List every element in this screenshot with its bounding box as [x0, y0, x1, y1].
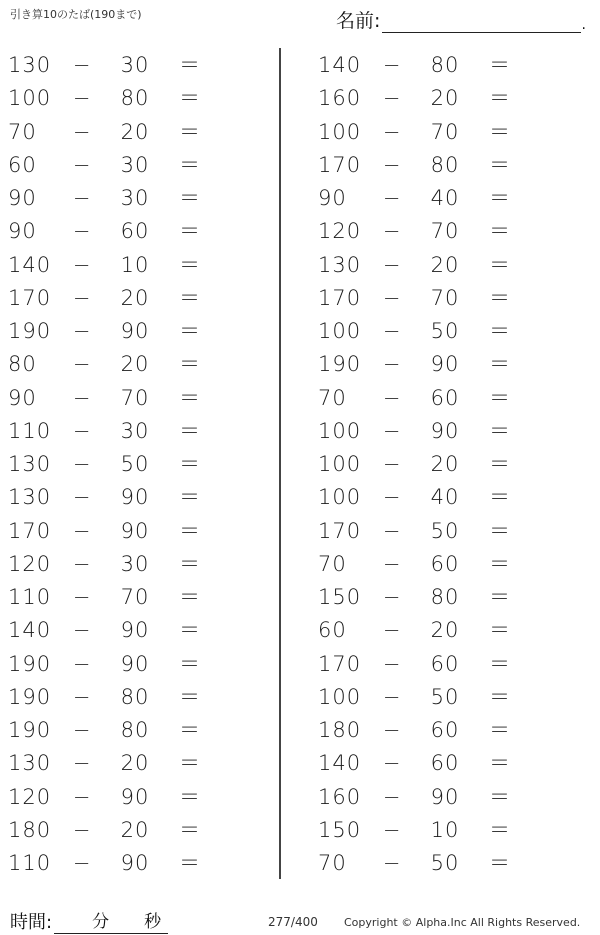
minus-sign: −	[72, 186, 92, 210]
minuend: 130	[8, 485, 52, 510]
minus-sign: −	[72, 651, 92, 676]
name-blank[interactable]	[382, 14, 580, 33]
subtrahend: 80	[120, 718, 150, 742]
minuend: 110	[8, 585, 52, 609]
minus-sign: −	[382, 252, 402, 277]
minuend: 140	[8, 618, 52, 643]
problem-row	[310, 814, 590, 847]
minuend: 170	[8, 518, 52, 543]
subtrahend: 20	[430, 252, 460, 277]
minus-sign: −	[382, 119, 402, 144]
problem-row	[0, 548, 280, 581]
equals-sign: ＝	[489, 219, 511, 244]
subtrahend: 10	[430, 817, 460, 842]
minus-sign: −	[72, 418, 92, 443]
equals-sign: ＝	[489, 651, 511, 676]
minuend: 190	[8, 651, 52, 676]
name-label: 名前:	[336, 10, 381, 32]
equals-sign: ＝	[179, 485, 201, 510]
minuend: 190	[8, 319, 52, 343]
minus-sign: −	[382, 352, 402, 377]
minus-sign: −	[382, 817, 402, 842]
minuend: 70	[318, 551, 347, 576]
minus-sign: −	[382, 186, 402, 210]
equals-sign: ＝	[489, 86, 511, 111]
minus-sign: −	[72, 684, 92, 709]
minuend: 150	[318, 585, 362, 609]
problem-row	[0, 215, 280, 248]
subtrahend: 90	[120, 851, 150, 875]
equals-sign: ＝	[179, 119, 201, 144]
equals-sign: ＝	[179, 385, 201, 410]
subtrahend: 30	[120, 418, 150, 443]
subtrahend: 60	[430, 751, 460, 776]
minus-sign: −	[382, 551, 402, 576]
subtrahend: 50	[430, 684, 460, 709]
equals-sign: ＝	[179, 851, 201, 875]
problem-row	[310, 49, 590, 82]
minuend: 130	[8, 751, 52, 776]
minuend: 100	[8, 86, 52, 111]
minus-sign: −	[72, 152, 92, 177]
minuend: 160	[318, 86, 362, 111]
minuend: 130	[8, 53, 52, 77]
minuend: 90	[318, 186, 347, 210]
equals-sign: ＝	[489, 817, 511, 842]
time-label: 時間:	[10, 912, 53, 933]
subtrahend: 20	[120, 285, 150, 310]
equals-sign: ＝	[179, 651, 201, 676]
subtrahend: 20	[120, 119, 150, 144]
equals-sign: ＝	[179, 452, 201, 476]
problem-row	[310, 348, 590, 381]
copyright-notice: Copyright © Alpha.Inc All Rights Reserved.	[344, 916, 581, 929]
problem-row	[0, 249, 280, 282]
right-problem-column	[310, 49, 590, 880]
problem-row	[0, 747, 280, 780]
subtrahend: 80	[430, 53, 460, 77]
problem-row	[0, 781, 280, 814]
equals-sign: ＝	[489, 452, 511, 476]
minus-sign: −	[72, 618, 92, 643]
problem-row	[310, 781, 590, 814]
equals-sign: ＝	[489, 751, 511, 776]
minus-sign: −	[72, 784, 92, 809]
minuend: 140	[318, 751, 362, 776]
problem-row	[0, 814, 280, 847]
problem-row	[310, 481, 590, 514]
problem-row	[310, 249, 590, 282]
subtrahend: 40	[430, 186, 460, 210]
equals-sign: ＝	[489, 285, 511, 310]
equals-sign: ＝	[179, 751, 201, 776]
problem-row	[310, 215, 590, 248]
problem-row	[0, 714, 280, 747]
subtrahend: 10	[120, 252, 150, 277]
problem-row	[310, 515, 590, 548]
minuend: 170	[318, 518, 362, 543]
problem-row	[0, 515, 280, 548]
problem-row	[310, 648, 590, 681]
minuend: 100	[318, 452, 362, 476]
minus-sign: −	[382, 219, 402, 244]
equals-sign: ＝	[179, 551, 201, 576]
minuend: 180	[318, 718, 362, 742]
subtrahend: 20	[120, 817, 150, 842]
equals-sign: ＝	[179, 784, 201, 809]
subtrahend: 70	[430, 219, 460, 244]
minuend: 90	[8, 219, 37, 244]
minus-sign: −	[72, 817, 92, 842]
subtrahend: 70	[430, 285, 460, 310]
problem-row	[310, 116, 590, 149]
problem-row	[0, 614, 280, 647]
subtrahend: 20	[430, 618, 460, 643]
minus-sign: −	[72, 585, 92, 609]
minus-sign: −	[382, 751, 402, 776]
minus-sign: −	[382, 86, 402, 111]
equals-sign: ＝	[179, 718, 201, 742]
equals-sign: ＝	[179, 219, 201, 244]
problem-row	[0, 481, 280, 514]
minuend: 80	[8, 352, 37, 377]
equals-sign: ＝	[489, 585, 511, 609]
problem-row	[0, 49, 280, 82]
problem-row	[310, 448, 590, 481]
problem-row	[0, 182, 280, 215]
minuend: 130	[8, 452, 52, 476]
minus-sign: −	[72, 285, 92, 310]
problem-row	[0, 648, 280, 681]
minus-sign: −	[382, 518, 402, 543]
equals-sign: ＝	[489, 119, 511, 144]
minus-sign: −	[382, 418, 402, 443]
subtrahend: 20	[430, 452, 460, 476]
minuend: 90	[8, 385, 37, 410]
left-problem-column	[0, 49, 280, 880]
problem-row	[310, 415, 590, 448]
subtrahend: 90	[120, 319, 150, 343]
problem-row	[0, 116, 280, 149]
subtrahend: 80	[120, 684, 150, 709]
problem-row	[0, 82, 280, 115]
equals-sign: ＝	[489, 385, 511, 410]
minuend: 170	[318, 152, 362, 177]
subtrahend: 50	[120, 452, 150, 476]
problem-row	[310, 382, 590, 415]
minuend: 170	[318, 285, 362, 310]
subtrahend: 70	[120, 585, 150, 609]
minuend: 70	[318, 851, 347, 875]
minus-sign: −	[382, 851, 402, 875]
minus-sign: −	[382, 784, 402, 809]
minuend: 130	[318, 252, 362, 277]
minuend: 70	[318, 385, 347, 410]
equals-sign: ＝	[179, 585, 201, 609]
equals-sign: ＝	[179, 418, 201, 443]
minus-sign: −	[382, 684, 402, 709]
minus-sign: −	[72, 551, 92, 576]
subtrahend: 90	[430, 784, 460, 809]
equals-sign: ＝	[489, 485, 511, 510]
minus-sign: −	[72, 751, 92, 776]
subtrahend: 30	[120, 186, 150, 210]
minus-sign: −	[382, 53, 402, 77]
minuend: 170	[318, 651, 362, 676]
equals-sign: ＝	[179, 817, 201, 842]
problem-row	[0, 382, 280, 415]
subtrahend: 50	[430, 851, 460, 875]
problem-row	[310, 548, 590, 581]
subtrahend: 80	[120, 86, 150, 111]
equals-sign: ＝	[489, 152, 511, 177]
subtrahend: 90	[120, 518, 150, 543]
equals-sign: ＝	[489, 684, 511, 709]
minus-sign: −	[72, 119, 92, 144]
minus-sign: −	[382, 319, 402, 343]
minus-sign: −	[382, 452, 402, 476]
subtrahend: 90	[430, 352, 460, 377]
subtrahend: 80	[430, 585, 460, 609]
subtrahend: 30	[120, 152, 150, 177]
subtrahend: 70	[120, 385, 150, 410]
minus-sign: −	[72, 53, 92, 77]
seconds-label: 秒	[144, 912, 162, 932]
equals-sign: ＝	[489, 718, 511, 742]
minus-sign: −	[382, 485, 402, 510]
minuend: 190	[8, 684, 52, 709]
minuend: 100	[318, 119, 362, 144]
problem-row	[310, 614, 590, 647]
time-field	[10, 908, 168, 934]
problem-row	[310, 581, 590, 614]
equals-sign: ＝	[489, 352, 511, 377]
subtrahend: 60	[430, 385, 460, 410]
subtrahend: 90	[120, 651, 150, 676]
name-field	[336, 6, 586, 33]
minuend: 110	[8, 418, 52, 443]
page-number: 277/400	[268, 915, 318, 929]
subtrahend: 90	[120, 618, 150, 643]
subtrahend: 60	[430, 651, 460, 676]
minuend: 90	[8, 186, 37, 210]
minuend: 120	[8, 784, 52, 809]
minuend: 100	[318, 319, 362, 343]
equals-sign: ＝	[489, 319, 511, 343]
equals-sign: ＝	[489, 784, 511, 809]
equals-sign: ＝	[179, 86, 201, 111]
minus-sign: −	[382, 152, 402, 177]
subtrahend: 90	[430, 418, 460, 443]
minuend: 110	[8, 851, 52, 875]
problem-row	[0, 348, 280, 381]
equals-sign: ＝	[489, 186, 511, 210]
time-blank[interactable]	[54, 913, 168, 934]
equals-sign: ＝	[179, 152, 201, 177]
subtrahend: 50	[430, 319, 460, 343]
minuend: 60	[318, 618, 347, 643]
problem-row	[0, 448, 280, 481]
equals-sign: ＝	[489, 418, 511, 443]
equals-sign: ＝	[179, 684, 201, 709]
subtrahend: 70	[430, 119, 460, 144]
problem-row	[0, 149, 280, 182]
problem-row	[310, 681, 590, 714]
subtrahend: 30	[120, 551, 150, 576]
minus-sign: −	[72, 86, 92, 111]
equals-sign: ＝	[179, 252, 201, 277]
subtrahend: 90	[120, 485, 150, 510]
minus-sign: −	[72, 485, 92, 510]
equals-sign: ＝	[179, 53, 201, 77]
problem-row	[310, 315, 590, 348]
minus-sign: −	[382, 651, 402, 676]
minuend: 100	[318, 485, 362, 510]
minus-sign: −	[382, 718, 402, 742]
minuend: 190	[8, 718, 52, 742]
minuend: 150	[318, 817, 362, 842]
equals-sign: ＝	[179, 352, 201, 377]
subtrahend: 60	[430, 718, 460, 742]
subtrahend: 30	[120, 53, 150, 77]
minus-sign: −	[72, 219, 92, 244]
equals-sign: ＝	[489, 618, 511, 643]
minus-sign: −	[72, 718, 92, 742]
problem-row	[310, 182, 590, 215]
subtrahend: 20	[120, 751, 150, 776]
minus-sign: −	[72, 452, 92, 476]
minus-sign: −	[72, 851, 92, 875]
problem-row	[0, 415, 280, 448]
problem-row	[0, 847, 280, 880]
equals-sign: ＝	[489, 53, 511, 77]
problem-row	[0, 581, 280, 614]
minus-sign: −	[72, 385, 92, 410]
minuend: 60	[8, 152, 37, 177]
subtrahend: 20	[430, 86, 460, 111]
subtrahend: 20	[120, 352, 150, 377]
subtrahend: 50	[430, 518, 460, 543]
minus-sign: −	[382, 618, 402, 643]
minuend: 120	[318, 219, 362, 244]
minus-sign: −	[382, 385, 402, 410]
minuend: 190	[318, 352, 362, 377]
subtrahend: 80	[430, 152, 460, 177]
minuend: 180	[8, 817, 52, 842]
worksheet-title: 引き算10のたば(190まで)	[10, 8, 142, 21]
minutes-label: 分	[92, 912, 110, 932]
equals-sign: ＝	[179, 319, 201, 343]
minuend: 70	[8, 119, 37, 144]
subtrahend: 60	[430, 551, 460, 576]
problem-row	[0, 681, 280, 714]
minus-sign: −	[72, 252, 92, 277]
subtrahend: 60	[120, 219, 150, 244]
subtrahend: 90	[120, 784, 150, 809]
equals-sign: ＝	[179, 618, 201, 643]
subtrahend: 40	[430, 485, 460, 510]
equals-sign: ＝	[179, 186, 201, 210]
equals-sign: ＝	[489, 551, 511, 576]
problem-row	[310, 282, 590, 315]
problem-row	[310, 747, 590, 780]
minus-sign: −	[72, 518, 92, 543]
minus-sign: −	[72, 319, 92, 343]
equals-sign: ＝	[489, 851, 511, 875]
minus-sign: −	[382, 585, 402, 609]
minus-sign: −	[382, 285, 402, 310]
problem-row	[310, 847, 590, 880]
name-end-mark: .	[581, 17, 586, 33]
minuend: 100	[318, 418, 362, 443]
equals-sign: ＝	[489, 252, 511, 277]
minus-sign: −	[72, 352, 92, 377]
minuend: 100	[318, 684, 362, 709]
problem-row	[310, 714, 590, 747]
problem-row	[0, 282, 280, 315]
minuend: 140	[318, 53, 362, 77]
minuend: 170	[8, 285, 52, 310]
minuend: 140	[8, 252, 52, 277]
equals-sign: ＝	[179, 285, 201, 310]
problem-row	[310, 149, 590, 182]
problem-row	[310, 82, 590, 115]
minuend: 160	[318, 784, 362, 809]
equals-sign: ＝	[489, 518, 511, 543]
equals-sign: ＝	[179, 518, 201, 543]
minuend: 120	[8, 551, 52, 576]
problem-row	[0, 315, 280, 348]
